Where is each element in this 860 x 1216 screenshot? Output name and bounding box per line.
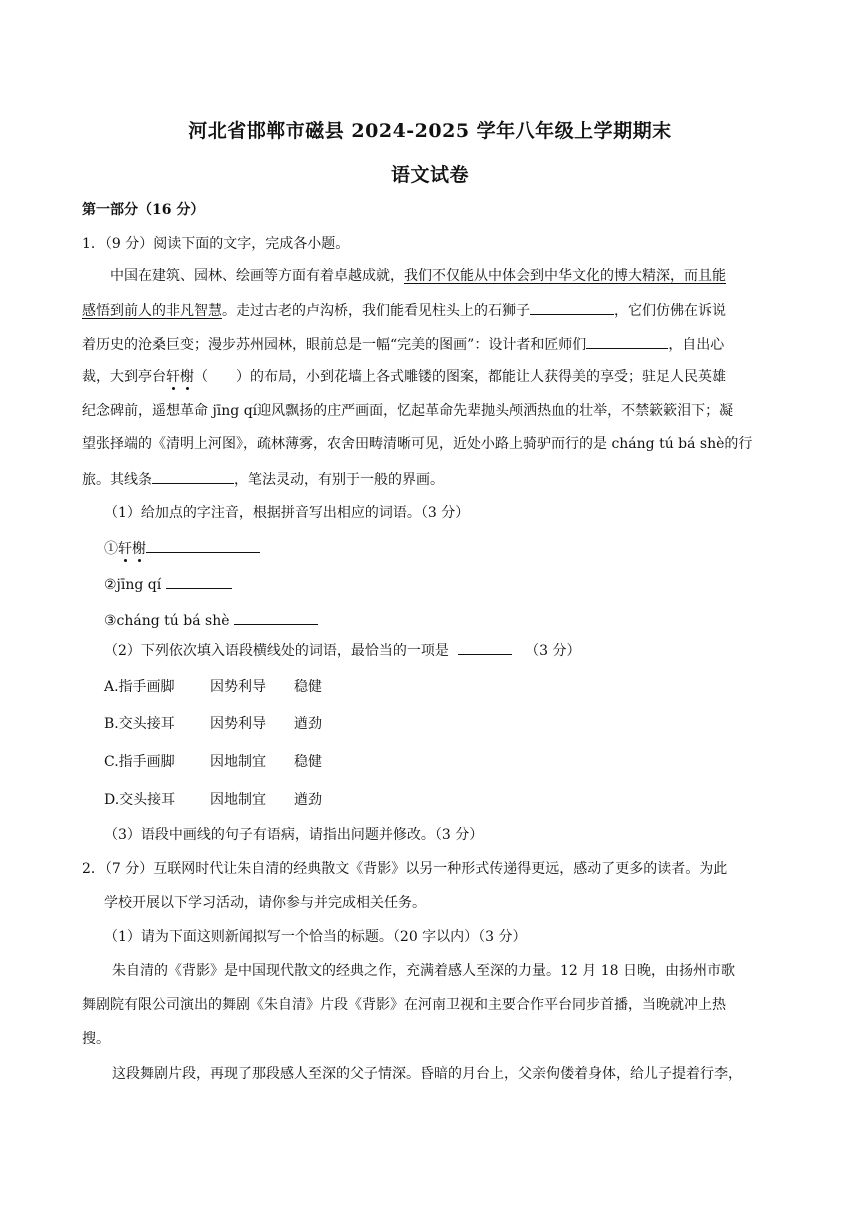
q1-sub2: （2）下列依次填入语段横线处的词语，最恰当的一项是 （3 分） xyxy=(104,639,581,661)
passage-line-4: 裁，大到亭台轩榭（ ）的布局，小到花墙上各式雕镂的图案，都能让人获得美的享受；驻足人民英雄 xyxy=(82,369,726,385)
answer-blank-choice[interactable] xyxy=(458,639,512,655)
underlined-sentence-part1: 我们不仅能从中体会到中华文化的博大精深，而且能 xyxy=(404,268,726,284)
exam-title: 河北省邯郸市磁县 2024-2025 学年八年级上学期期末 xyxy=(188,120,672,142)
news-line-3: 搜。 xyxy=(82,1031,110,1047)
blank-2[interactable] xyxy=(586,333,668,349)
q2-stem-line-1: 2．（7 分）互联网时代让朱自清的经典散文《背影》以另一种形式传递得更远，感动了更多的读者。为此 xyxy=(82,861,728,877)
blank-1[interactable] xyxy=(530,299,614,315)
q2-stem-line-2: 学校开展以下学习活动，请你参与并完成相关任务。 xyxy=(104,895,426,911)
passage-line-2: 感悟到前人的非凡智慧。走过古老的卢沟桥，我们能看见柱头上的石狮子 ，它们仿佛在诉说 xyxy=(82,299,726,321)
passage-line-3: 着历史的沧桑巨变；漫步苏州园林，眼前总是一幅“完美的图画”：设计者和匠师们 ，自出心 xyxy=(82,333,724,355)
choice-d[interactable]: D.交头接耳 因地制宜 遒劲 xyxy=(104,792,322,808)
dotted-char-xie: 榭 xyxy=(180,369,194,385)
answer-blank-3[interactable] xyxy=(234,609,318,625)
q1-sub1: （1）给加点的字注音，根据拼音写出相应的词语。（3 分） xyxy=(104,505,470,521)
pinyin-paren: （ ） xyxy=(194,369,250,385)
answer-blank-2[interactable] xyxy=(166,573,232,589)
choice-b[interactable]: B.交头接耳 因势利导 遒劲 xyxy=(104,716,322,732)
news-line-2: 舞剧院有限公司演出的舞剧《朱自清》片段《背影》在河南卫视和主要合作平台同步首播，当晚就冲上热 xyxy=(82,997,726,1013)
sub1-item-1: ①轩榭 xyxy=(104,537,260,559)
blank-3[interactable] xyxy=(152,468,234,484)
section-heading: 第一部分（16 分） xyxy=(82,202,205,218)
passage-line-1: 中国在建筑、园林、绘画等方面有着卓越成就，我们不仅能从中体会到中华文化的博大精深，而且能 xyxy=(110,268,726,284)
news-line-1: 朱自清的《背影》是中国现代散文的经典之作，充满着感人至深的力量。12 月 18 日晚，由扬州市歌 xyxy=(112,963,735,979)
q1-sub3: （3）语段中画线的句子有语病，请指出问题并修改。（3 分） xyxy=(104,827,484,843)
passage-line-7: 旅。其线条 ，笔法灵动，有别于一般的界画。 xyxy=(82,468,444,490)
answer-blank-1[interactable] xyxy=(146,537,260,553)
passage-line-6: 望张择端的《清明上河图》，疏林薄雾，农舍田畴清晰可见，近处小路上骑驴而行的是 cháng tú bá shè的行 xyxy=(82,436,753,452)
q2-sub1: （1）请为下面这则新闻拟写一个恰当的标题。（20 字以内）（3 分） xyxy=(104,929,527,945)
sub1-item-2: ②jīng qí xyxy=(104,573,232,595)
choice-c[interactable]: C.指手画脚 因地制宜 稳健 xyxy=(104,754,322,770)
underlined-sentence-part2: 感悟到前人的非凡智慧 xyxy=(82,303,222,319)
sub1-item-3: ③cháng tú bá shè xyxy=(104,609,318,631)
passage-line-5: 纪念碑前，遥想革命 jīng qí迎风飘扬的庄严画面，忆起革命先辈抛头颅洒热血的壮举，不禁簌簌泪下；凝 xyxy=(82,403,734,419)
q1-stem: 1．（9 分）阅读下面的文字，完成各小题。 xyxy=(82,236,350,252)
dotted-char-xuan: 轩 xyxy=(166,369,180,385)
news-line-4: 这段舞剧片段，再现了那段感人至深的父子情深。昏暗的月台上，父亲佝偻着身体，给儿子提着行李， xyxy=(112,1066,742,1082)
choice-a[interactable]: A.指手画脚 因势利导 稳健 xyxy=(104,679,322,695)
exam-subtitle: 语文试卷 xyxy=(390,164,469,186)
